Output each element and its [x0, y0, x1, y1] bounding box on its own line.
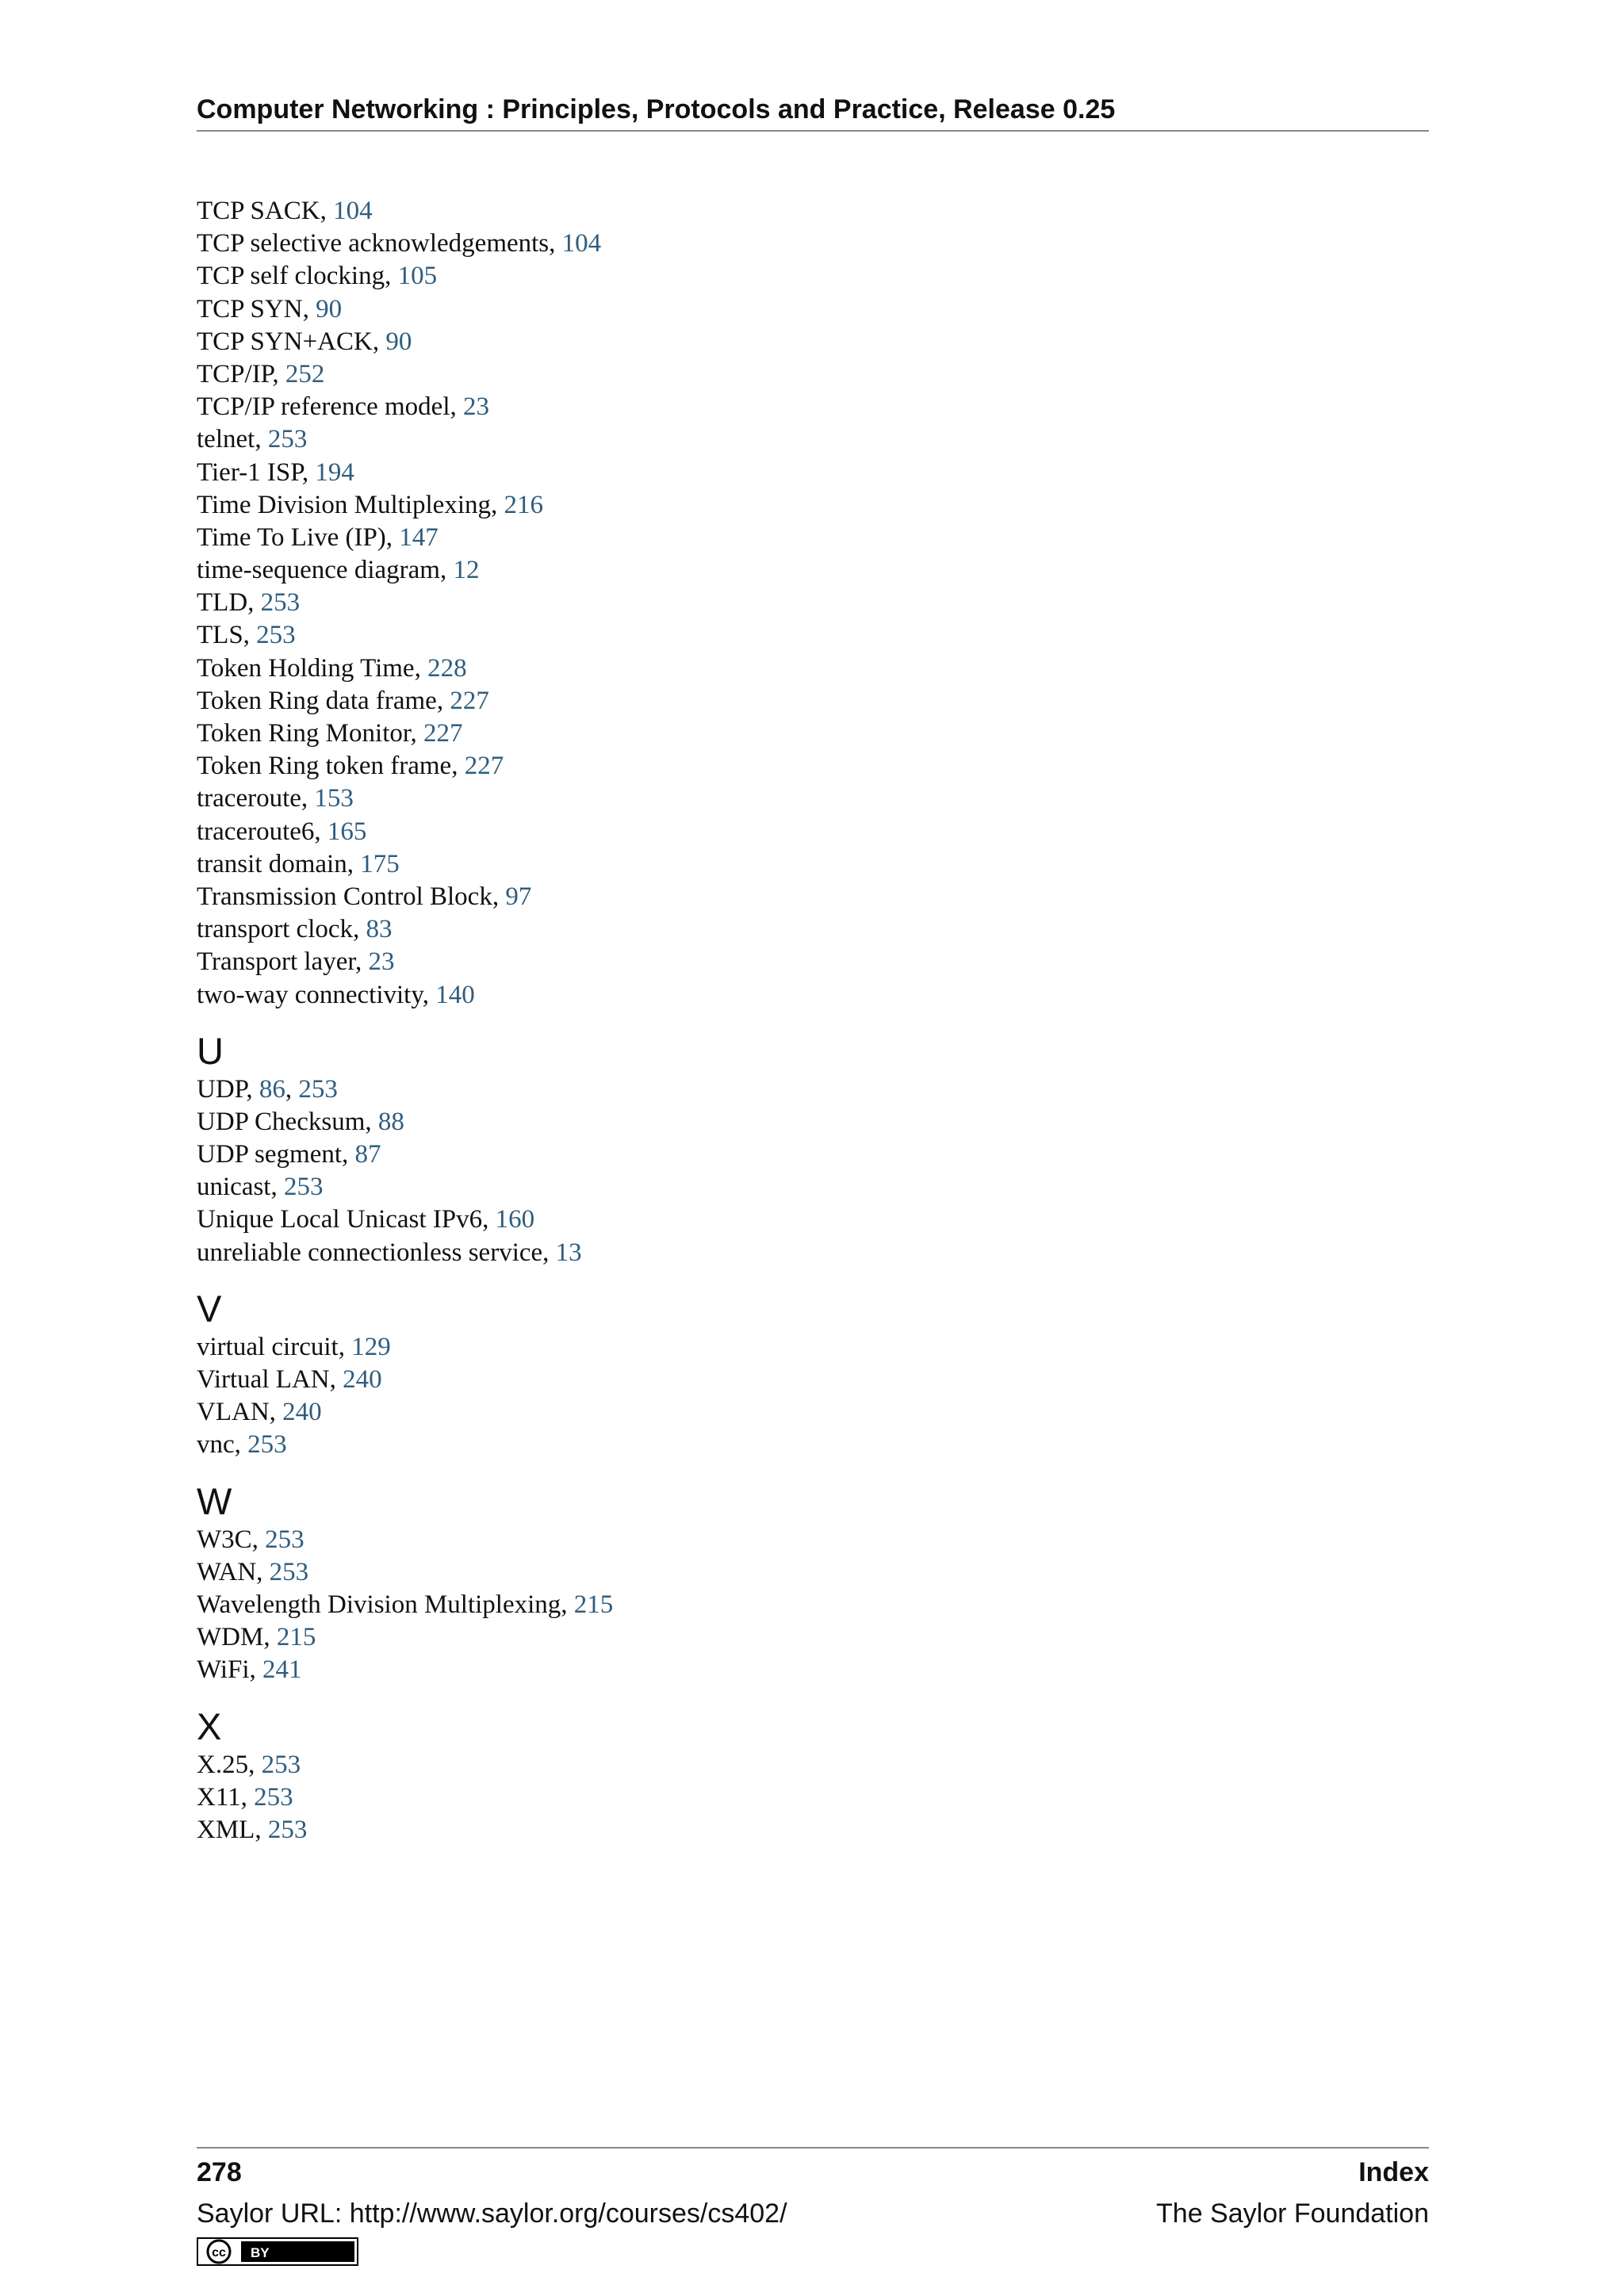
page-reference-link[interactable]: 253	[265, 1525, 304, 1554]
index-entry: Time Division Multiplexing, 216	[197, 490, 543, 519]
index-entry: X.25, 253	[197, 1750, 301, 1779]
page-number: 278	[197, 2157, 242, 2187]
index-entry: telnet, 253	[197, 425, 308, 454]
page-reference-link[interactable]: 147	[399, 522, 439, 552]
page-reference-link[interactable]: 83	[366, 915, 393, 944]
index-term: Transport layer	[197, 947, 356, 977]
page-reference-link[interactable]: 215	[276, 1623, 316, 1652]
index-term: traceroute6	[197, 817, 315, 846]
section-letter-heading: W	[197, 1479, 232, 1522]
index-entry: Token Holding Time, 228	[197, 653, 467, 683]
index-term: X11	[197, 1782, 241, 1812]
index-term: two-way connectivity	[197, 980, 423, 1009]
page-reference-link[interactable]: 13	[555, 1238, 582, 1267]
page-reference-link[interactable]: 253	[283, 1173, 324, 1202]
index-entries-t	[197, 195, 1429, 1012]
index-term: Unique Local Unicast IPv6	[197, 1205, 483, 1234]
index-term: Token Ring Monitor	[197, 719, 411, 748]
index-term: TCP SYN+ACK	[197, 327, 373, 356]
index-term: UDP Checksum	[197, 1107, 366, 1136]
index-entry: Wavelength Division Multiplexing, 215	[197, 1590, 614, 1619]
index-term: Time To Live (IP)	[197, 522, 386, 552]
index-term: telnet	[197, 425, 255, 454]
index-entry: TCP SACK, 104	[197, 197, 373, 225]
page-reference-link[interactable]: 228	[427, 653, 467, 683]
by-mark: BY	[251, 2245, 270, 2260]
index-body	[197, 195, 1429, 1846]
index-term: WiFi	[197, 1655, 250, 1685]
index-section	[197, 1288, 1429, 1462]
index-term: unreliable connectionless service	[197, 1238, 543, 1267]
index-entry: VLAN, 240	[197, 1398, 322, 1427]
page-reference-link[interactable]: 104	[561, 229, 602, 258]
index-entry: transit domain, 175	[197, 849, 400, 878]
index-entry: WDM, 215	[197, 1623, 316, 1652]
index-entry: UDP segment, 87	[197, 1140, 381, 1169]
index-entry: TCP selective acknowledgements, 104	[197, 229, 602, 258]
footer-row-source	[197, 2195, 1429, 2233]
page-reference-link[interactable]: 253	[298, 1074, 338, 1104]
index-term: TCP SACK	[197, 197, 320, 225]
index-entry: vnc, 253	[197, 1430, 287, 1460]
index-term: Time Division Multiplexing	[197, 490, 491, 519]
index-term: VLAN	[197, 1398, 270, 1427]
page-reference-link[interactable]: 227	[423, 719, 463, 748]
page-reference-link[interactable]: 129	[351, 1332, 391, 1361]
index-term: transit domain	[197, 849, 347, 878]
index-term: W3C	[197, 1525, 252, 1554]
page-reference-link[interactable]: 215	[573, 1590, 614, 1619]
index-term: Transmission Control Block	[197, 882, 492, 911]
page-reference-link[interactable]: 253	[256, 621, 296, 650]
index-term: TCP self clocking	[197, 262, 385, 291]
page-reference-link[interactable]: 227	[464, 752, 504, 781]
index-entry: Token Ring Monitor, 227	[197, 719, 463, 748]
index-sections	[197, 1031, 1429, 1846]
section-letter-heading: X	[197, 1705, 222, 1747]
page-reference-link[interactable]: 241	[262, 1655, 302, 1685]
page-reference-link[interactable]: 165	[327, 817, 367, 846]
index-entry: TCP SYN, 90	[197, 294, 343, 323]
page-reference-link[interactable]: 153	[314, 784, 354, 813]
section-name: Index	[1358, 2157, 1429, 2187]
index-entry: Transport layer, 23	[197, 947, 395, 977]
index-entry: W3C, 253	[197, 1525, 304, 1554]
index-term: TLD	[197, 588, 248, 618]
publisher-name: The Saylor Foundation	[1156, 2198, 1429, 2229]
index-entry: Unique Local Unicast IPv6, 160	[197, 1205, 535, 1234]
index-entry: X11, 253	[197, 1782, 293, 1812]
index-entry: TLD, 253	[197, 588, 301, 618]
page-reference-link[interactable]: 253	[247, 1430, 287, 1460]
page-reference-link[interactable]: 240	[282, 1398, 322, 1427]
index-entry: TCP/IP, 252	[197, 359, 325, 388]
running-header	[197, 89, 1429, 132]
cc-mark: cc	[212, 2246, 226, 2260]
index-entry: two-way connectivity, 140	[197, 980, 475, 1009]
page-reference-link[interactable]: 253	[267, 1815, 308, 1844]
index-term: TCP/IP reference model	[197, 392, 450, 422]
page-reference-link[interactable]: 12	[453, 556, 480, 585]
index-entry: TLS, 253	[197, 621, 296, 650]
index-term: WAN	[197, 1557, 257, 1586]
index-entry: TCP SYN+ACK, 90	[197, 327, 412, 356]
page-reference-link[interactable]: 253	[260, 588, 301, 618]
book-title: Computer Networking : Principles, Protocols and Practice, Release 0.25	[197, 94, 1116, 124]
page-reference-link[interactable]: 23	[368, 947, 395, 977]
index-entry: Virtual LAN, 240	[197, 1365, 382, 1394]
index-term: TCP/IP	[197, 359, 273, 388]
page-reference-link[interactable]: 240	[343, 1365, 382, 1394]
index-entries	[197, 1073, 1429, 1269]
index-term: TLS	[197, 621, 243, 650]
page-reference-link[interactable]: 194	[315, 457, 354, 487]
page-reference-link[interactable]: 253	[267, 425, 308, 454]
page-reference-link[interactable]: 227	[450, 686, 489, 715]
page-reference-link[interactable]: 253	[269, 1557, 309, 1586]
page-reference-link[interactable]: 252	[285, 359, 325, 388]
index-term: UDP segment	[197, 1140, 343, 1169]
index-entry: unreliable connectionless service, 13	[197, 1238, 582, 1267]
page-reference-link[interactable]: 90	[316, 294, 343, 323]
index-term: unicast	[197, 1173, 271, 1202]
saylor-url[interactable]: Saylor URL: http://www.saylor.org/courses/cs402/	[197, 2198, 787, 2229]
index-entry: XML, 253	[197, 1815, 308, 1844]
index-entry: Token Ring token frame, 227	[197, 752, 504, 781]
index-section	[197, 1706, 1429, 1847]
index-entry: unicast, 253	[197, 1173, 324, 1202]
index-section	[197, 1481, 1429, 1687]
index-term: Tier-1 ISP	[197, 457, 302, 487]
page-reference-link[interactable]: 88	[377, 1107, 404, 1136]
index-entry: traceroute6, 165	[197, 817, 367, 846]
index-entry: TCP/IP reference model, 23	[197, 392, 489, 422]
page-reference-link[interactable]: 160	[495, 1205, 535, 1234]
index-term: WDM	[197, 1623, 264, 1652]
page-footer	[197, 2147, 1429, 2266]
index-term: Token Ring data frame	[197, 686, 437, 715]
index-term: Virtual LAN	[197, 1365, 330, 1394]
page-reference-link[interactable]: 90	[385, 327, 412, 356]
footer-row-page	[197, 2153, 1429, 2191]
index-term: X.25	[197, 1750, 249, 1779]
index-term: TCP SYN	[197, 294, 303, 323]
index-entry: Token Ring data frame, 227	[197, 686, 489, 715]
index-entry: UDP, 86, 253	[197, 1074, 338, 1104]
page-reference-link[interactable]: 87	[354, 1140, 381, 1169]
index-term: vnc	[197, 1430, 235, 1460]
page-reference-link[interactable]: 97	[505, 882, 532, 911]
index-entry: WAN, 253	[197, 1557, 309, 1586]
index-entry: Transmission Control Block, 97	[197, 882, 532, 911]
index-entry: Time To Live (IP), 147	[197, 522, 439, 552]
index-term: UDP	[197, 1074, 247, 1104]
index-term: Token Holding Time	[197, 653, 415, 683]
index-term: time-sequence diagram	[197, 556, 440, 585]
page-reference-link[interactable]: 140	[435, 980, 475, 1009]
index-entry: time-sequence diagram, 12	[197, 556, 480, 585]
index-term: Token Ring token frame	[197, 752, 452, 781]
section-letter-heading: U	[197, 1029, 224, 1072]
index-entry: WiFi, 241	[197, 1655, 302, 1685]
page-reference-link[interactable]: 216	[504, 490, 543, 519]
index-section	[197, 1031, 1429, 1269]
index-entries	[197, 1524, 1429, 1687]
index-term: XML	[197, 1815, 255, 1844]
index-entry: traceroute, 153	[197, 784, 354, 813]
index-entry: Tier-1 ISP, 194	[197, 457, 354, 487]
index-term: virtual circuit	[197, 1332, 339, 1361]
section-letter-heading: V	[197, 1287, 222, 1330]
index-entry: transport clock, 83	[197, 915, 393, 944]
index-entry: TCP self clocking, 105	[197, 262, 438, 291]
index-entry: UDP Checksum, 88	[197, 1107, 404, 1136]
index-term: transport clock	[197, 915, 354, 944]
index-entry: virtual circuit, 129	[197, 1332, 391, 1361]
page-reference-link[interactable]: 86	[259, 1074, 285, 1104]
page-reference-link[interactable]: 175	[360, 849, 400, 878]
page-reference-link[interactable]: 23	[463, 392, 489, 422]
index-entries	[197, 1749, 1429, 1847]
index-term: Wavelength Division Multiplexing	[197, 1590, 561, 1619]
page-reference-link[interactable]: 253	[261, 1750, 301, 1779]
page-reference-link[interactable]: 105	[397, 262, 438, 291]
page-reference-link[interactable]: 104	[333, 197, 373, 225]
index-entries	[197, 1331, 1429, 1462]
cc-by-license-badge	[197, 2237, 358, 2266]
page-reference-link[interactable]: 253	[254, 1782, 293, 1812]
index-term: TCP selective acknowledgements	[197, 229, 550, 258]
index-term: traceroute	[197, 784, 301, 813]
